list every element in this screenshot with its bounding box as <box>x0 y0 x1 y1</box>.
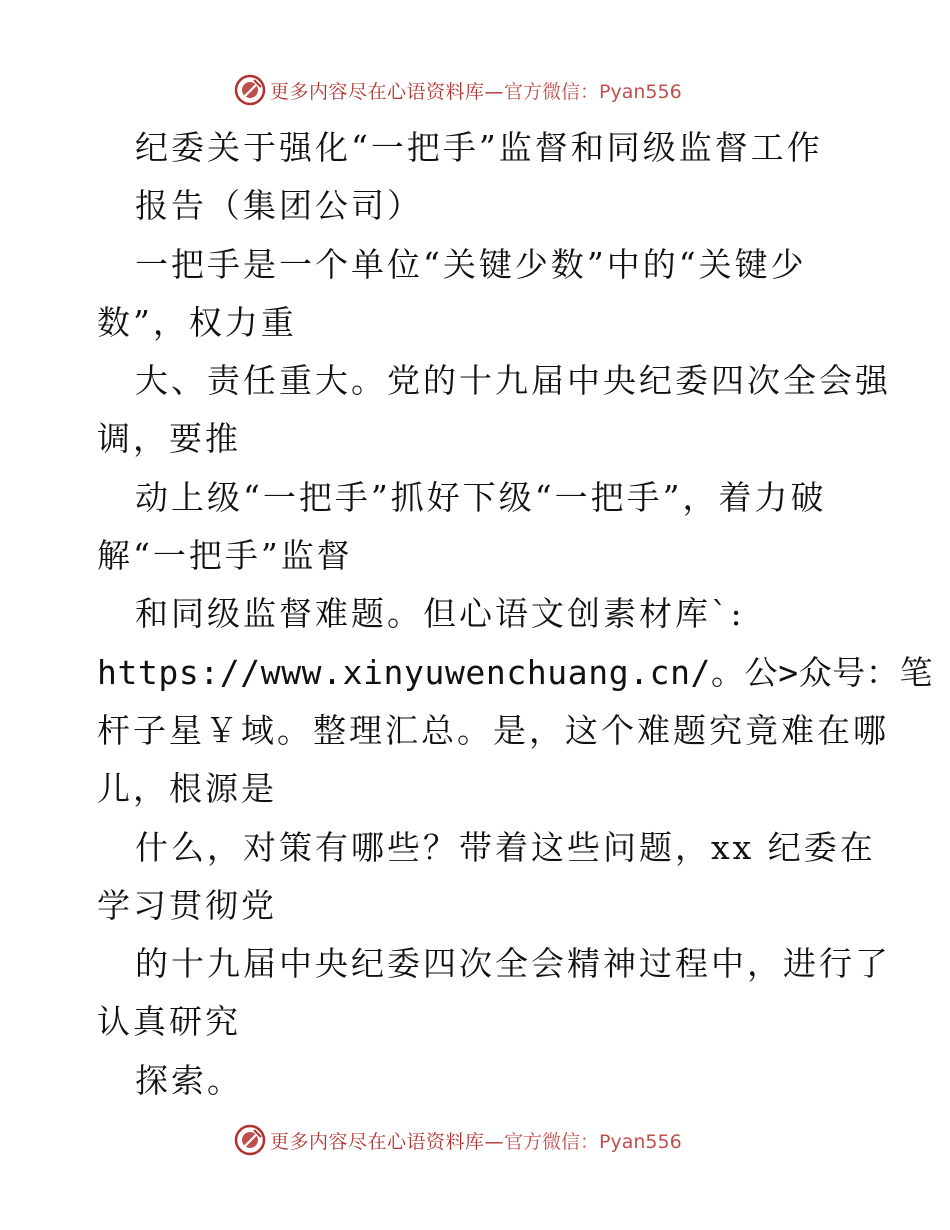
text-line-8: 解“一把手”监督 <box>97 536 353 575</box>
text-line-12: 儿，根源是 <box>97 769 277 808</box>
text-line-14: 学习贯彻党 <box>97 886 277 925</box>
text-line-11: 杆子星￥域。整理汇总。是，这个难题究竟难在哪 <box>97 711 889 750</box>
text-line-3: 一把手是一个单位“关键少数”中的“关键少 <box>135 245 807 284</box>
text-line-4: 数”，权力重 <box>97 303 297 342</box>
banner-wechat: 官方微信：Pyan556 <box>504 1130 682 1153</box>
text-line-1: 纪委关于强化“一把手”监督和同级监督工作 <box>135 128 823 167</box>
footer-banner <box>234 1122 682 1158</box>
text-line-16: 认真研究 <box>97 1002 241 1041</box>
text-line-2: 报告（集团公司） <box>135 186 423 225</box>
text-line-10: https://www.xinyuwenchuang.cn/。公>众号：笔 <box>97 653 934 692</box>
banner-text: 更多内容尽在心语资料库— <box>270 1130 505 1153</box>
text-line-5: 大、责任重大。党的十九届中央纪委四次全会强 <box>135 361 891 400</box>
brand-logo-icon <box>234 74 266 106</box>
text-line-17: 探索。 <box>135 1061 243 1100</box>
text-line-9: 和同级监督难题。但心语文创素材库`: <box>135 594 745 633</box>
banner-wechat: 官方微信：Pyan556 <box>504 80 682 103</box>
brand-logo-icon <box>234 1124 266 1156</box>
text-line-15: 的十九届中央纪委四次全会精神过程中，进行了 <box>135 944 891 983</box>
header-banner <box>234 72 682 108</box>
text-line-6: 调，要推 <box>97 419 241 458</box>
text-line-7: 动上级“一把手”抓好下级“一把手”，着力破 <box>135 478 827 517</box>
text-line-13: 什么，对策有哪些？带着这些问题，xx 纪委在 <box>135 828 876 867</box>
banner-text: 更多内容尽在心语资料库— <box>270 80 505 103</box>
